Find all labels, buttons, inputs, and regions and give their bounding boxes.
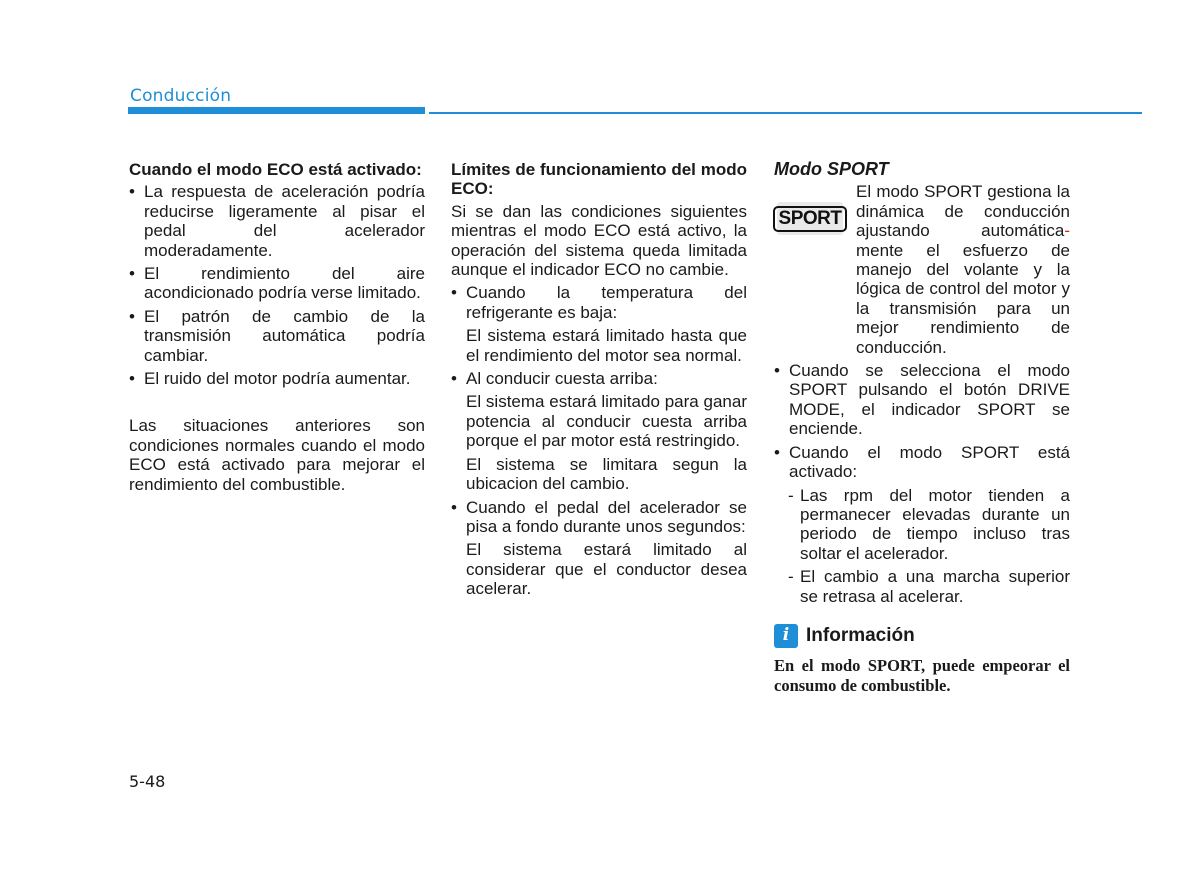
list-item: • Cuando el pedal del acelerador se pisa a fondo durante unos segundos:	[451, 498, 747, 537]
sport-intro-block	[774, 182, 1070, 357]
list-item: • Cuando el modo SPORT está activado:	[774, 443, 1070, 482]
eco-active-list	[129, 182, 425, 388]
list-item-detail: El sistema estará limitado para ganar potencia al conducir cuesta arriba porque el par motor está restringido.	[466, 392, 747, 451]
list-item-detail: El sistema se limitara segun la ubicacion del cambio.	[466, 454, 747, 494]
list-item-detail: El sistema estará limitado hasta que el rendimiento del motor sea normal.	[466, 326, 747, 365]
page-number: 5-48	[129, 772, 166, 791]
info-body: En el modo SPORT, puede empeorar el consumo de combustible.	[774, 655, 1070, 695]
dash-item: - Las rpm del motor tienden a permanecer elevadas durante un periodo de tiempo incluso tras soltar el acelerador.	[774, 486, 1070, 564]
column-sport-mode	[774, 160, 1070, 696]
column-eco-active	[129, 160, 425, 494]
eco-active-heading: Cuando el modo ECO está activado:	[129, 160, 422, 179]
info-heading	[774, 624, 1070, 648]
eco-limits-heading: Límites de funcionamiento del modo ECO:	[451, 160, 747, 199]
header-rule-thick	[128, 107, 425, 114]
sport-indicator-icon	[777, 202, 843, 235]
list-item: • Cuando se selecciona el modo SPORT pulsando el botón DRIVE MODE, el indicador SPORT se enciende.	[774, 361, 1070, 439]
list-item: • Al conducir cuesta arriba:	[451, 369, 747, 388]
dash-item: - El cambio a una marcha superior se retrasa al acelerar.	[774, 567, 1070, 606]
header-rule-thin	[429, 112, 1142, 114]
list-item: • La respuesta de aceleración podría reducirse ligeramente al pisar el pedal del acelerador moderadamente.	[129, 182, 425, 260]
eco-normal-paragraph: Las situaciones anteriores son condiciones normales cuando el modo ECO está activado para mejorar el rendimiento del combustible.	[129, 416, 425, 494]
section-title: Conducción	[130, 86, 232, 106]
list-item-detail: El sistema estará limitado al considerar que el conductor desea acelerar.	[466, 540, 747, 599]
sport-intro-part-b: mente el esfuerzo de manejo del volante y la lógica de control del motor y la transmisión para un mejor rendimiento de conducción.	[856, 240, 1070, 357]
sport-indicator-label: SPORT	[773, 206, 848, 232]
eco-limits-list	[451, 283, 747, 598]
eco-limits-intro: Si se dan las condiciones siguientes mientras el modo ECO está activo, la operación del sistema queda limitada aunque el indicador ECO no cambie.	[451, 201, 747, 280]
column-eco-limits	[451, 160, 747, 603]
sport-mode-title: Modo SPORT	[774, 159, 889, 179]
list-item: • El patrón de cambio de la transmisión automática podría cambiar.	[129, 307, 425, 365]
sport-intro-part-a: El modo SPORT gestiona la dinámica de conducción ajustando automática	[856, 182, 1070, 241]
info-title: Información	[806, 625, 915, 647]
sport-intro-hyphen: -	[1064, 221, 1070, 241]
info-icon: i	[774, 624, 798, 648]
sport-list	[774, 361, 1070, 606]
list-item: • Cuando la temperatura del refrigerante es baja:	[451, 283, 747, 322]
list-item: • El ruido del motor podría aumentar.	[129, 369, 425, 388]
list-item: • El rendimiento del aire acondicionado podría verse limitado.	[129, 264, 425, 303]
sport-intro-text	[856, 182, 1070, 357]
